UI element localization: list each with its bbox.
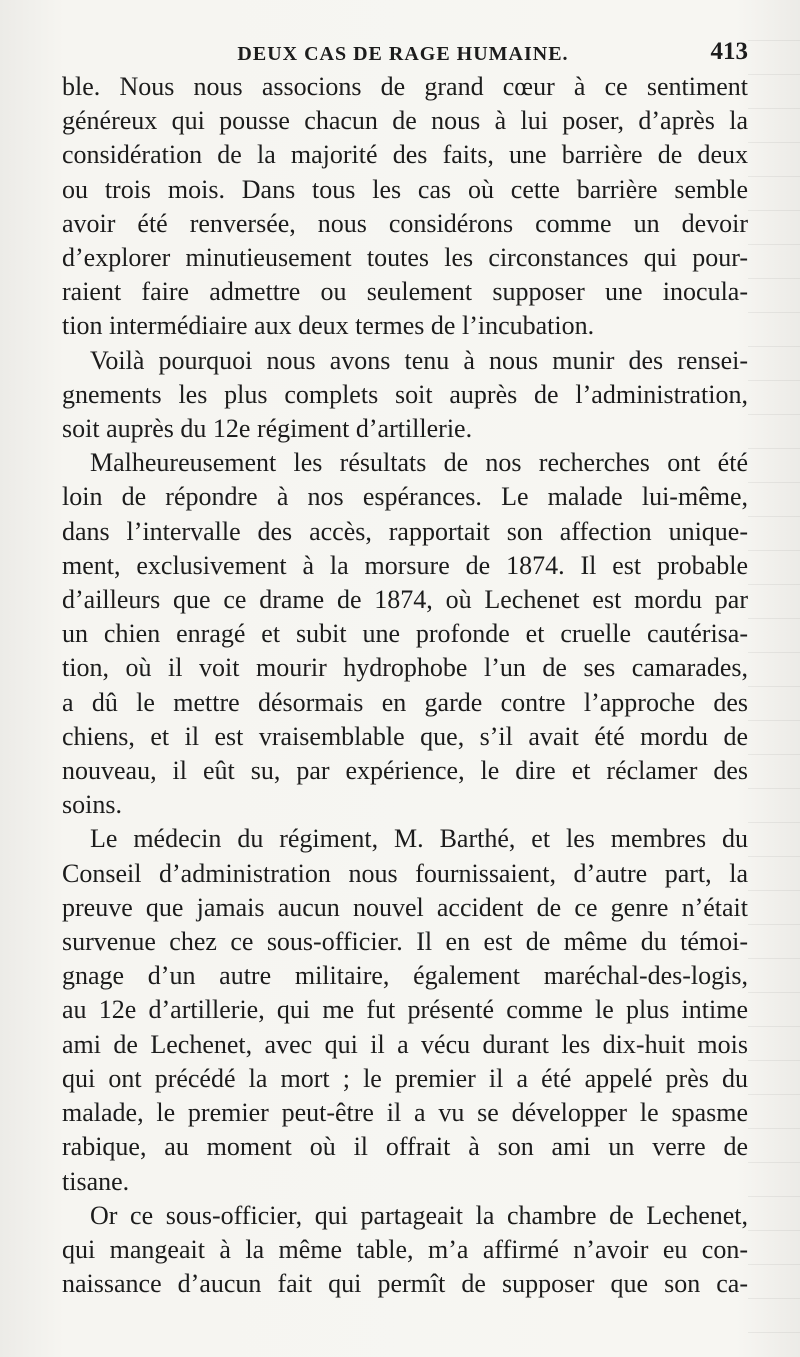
text-line: Or ce sous-officier, qui partageait la chambre de Lechenet, bbox=[90, 1200, 748, 1230]
text-line: tion intermédiaire aux deux termes de l’incubation. bbox=[62, 311, 595, 341]
text-line: au 12e d’artillerie, qui me fut présenté comme le plus intime bbox=[62, 995, 748, 1025]
text-line: malade, le premier peut-être il a vu se développer le spasme bbox=[62, 1098, 748, 1128]
text-line: qui ont précédé la mort ; le premier il a été appelé près du bbox=[62, 1063, 748, 1093]
text-line: naissance d’aucun fait qui permît de supposer que son ca- bbox=[62, 1269, 748, 1299]
text-line: dans l’intervalle des accès, rapportait son affection unique- bbox=[62, 516, 748, 546]
text-line: ble. Nous nous associons de grand cœur à ce sentiment bbox=[62, 72, 748, 101]
text-line: qui mangeait à la même table, m’a affirmé n’avoir eu con- bbox=[62, 1234, 748, 1264]
text-line: d’ailleurs que ce drame de 1874, où Lechenet est mordu par bbox=[62, 585, 748, 615]
bleed-through-shadow bbox=[748, 40, 800, 1340]
text-line: soit auprès du 12e régiment d’artillerie. bbox=[62, 414, 473, 444]
text-line: d’explorer minutieusement toutes les circonstances qui pour- bbox=[62, 243, 748, 273]
text-line: soins. bbox=[62, 790, 122, 820]
text-line: chiens, et il est vraisemblable que, s’il avait été mordu de bbox=[62, 721, 748, 751]
text-line: ment, exclusivement à la morsure de 1874. Il est probable bbox=[62, 550, 748, 580]
text-line: considération de la majorité des faits, une barrière de deux bbox=[62, 140, 748, 170]
running-head: DEUX CAS DE RAGE HUMAINE. bbox=[237, 43, 569, 65]
body-text bbox=[62, 70, 748, 1301]
page-header bbox=[62, 26, 748, 66]
text-line: nouveau, il eût su, par expérience, le dire et réclamer des bbox=[62, 756, 748, 786]
text-line: un chien enragé et subit une profonde et cruelle cautérisa- bbox=[62, 619, 748, 649]
text-line: rabique, au moment où il offrait à son ami un verre de bbox=[62, 1132, 748, 1162]
text-line: survenue chez ce sous-officier. Il en est de même du témoi- bbox=[62, 927, 748, 957]
text-line: gnage d’un autre militaire, également maréchal-des-logis, bbox=[62, 961, 748, 991]
text-line: gnements les plus complets soit auprès de l’administration, bbox=[62, 379, 748, 409]
text-line: a dû le mettre désormais en garde contre l’approche des bbox=[62, 687, 748, 717]
text-line: Voilà pourquoi nous avons tenu à nous munir des rensei- bbox=[90, 345, 748, 375]
text-line: avoir été renversée, nous considérons comme un devoir bbox=[62, 208, 748, 238]
text-line: Conseil d’administration nous fournissaient, d’autre part, la bbox=[62, 858, 748, 888]
text-line: généreux qui pousse chacun de nous à lui poser, d’après la bbox=[62, 106, 748, 136]
text-line: Le médecin du régiment, M. Barthé, et les membres du bbox=[90, 824, 748, 854]
text-line: preuve que jamais aucun nouvel accident de ce genre n’était bbox=[62, 892, 748, 922]
text-line: ou trois mois. Dans tous les cas où cette barrière semble bbox=[62, 174, 748, 204]
text-line: tion, où il voit mourir hydrophobe l’un de ses camarades, bbox=[62, 653, 748, 683]
page-number: 413 bbox=[710, 38, 748, 65]
text-line: Malheureusement les résultats de nos recherches ont été bbox=[90, 448, 748, 478]
text-line: loin de répondre à nos espérances. Le malade lui-même, bbox=[62, 482, 748, 512]
text-line: tisane. bbox=[62, 1166, 130, 1196]
text-line: ami de Lechenet, avec qui il a vécu durant les dix-huit mois bbox=[62, 1029, 748, 1059]
text-line: raient faire admettre ou seulement supposer une inocula- bbox=[62, 277, 748, 307]
